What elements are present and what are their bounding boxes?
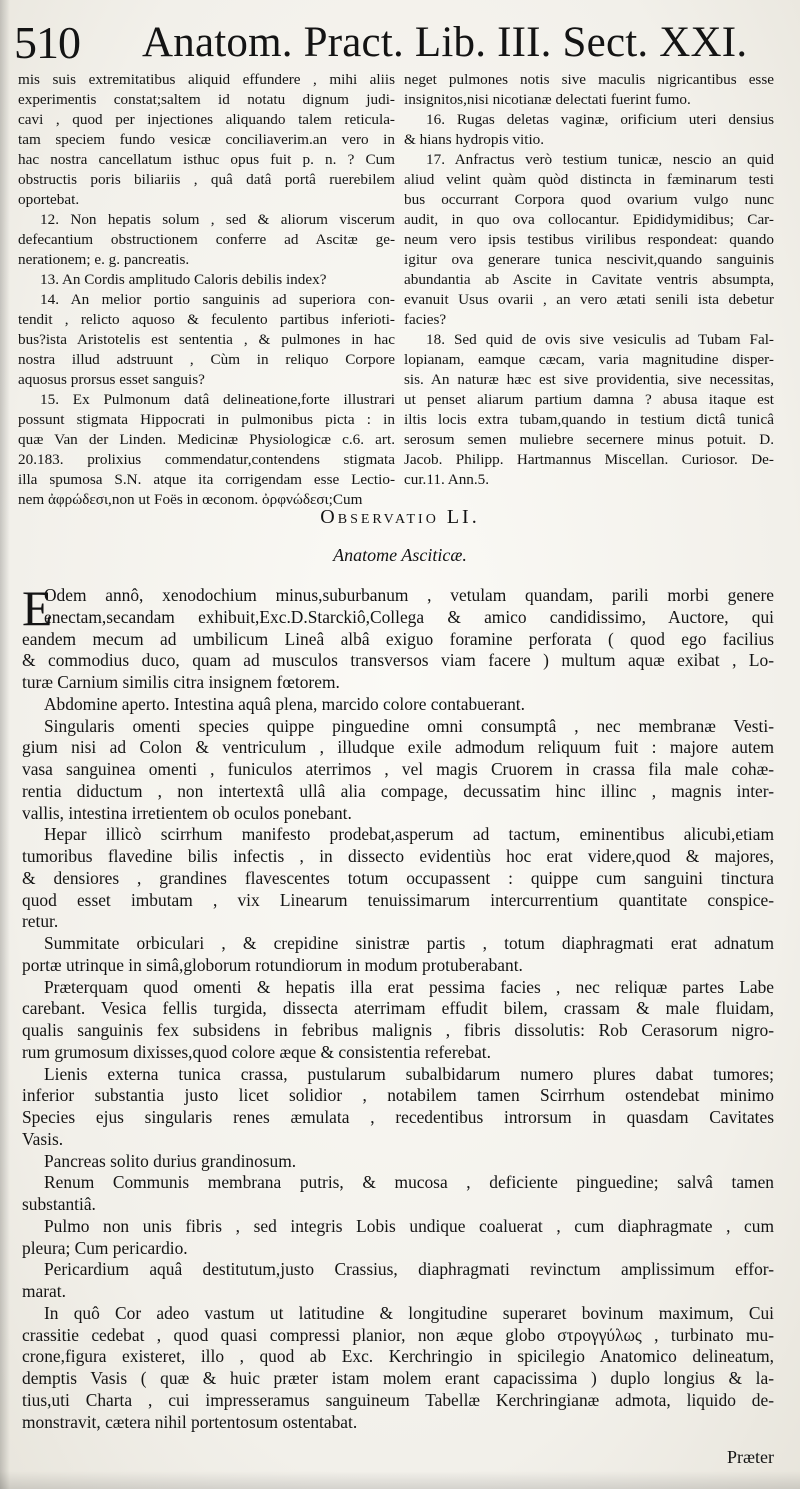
text-line: Odem annô, xenodochium minus,suburbanum , vetulam quandam, parili morbi genere <box>44 585 774 605</box>
text-line: & commodius duco, quam ad musculos transversos viam facere ) multum aquæ exibat , Lo- <box>22 650 774 671</box>
text-line: 14. An melior portio sanguinis ad superiora con- <box>40 291 395 308</box>
text-line: abundantia ab Ascite in Cavitate ventris absumpta, <box>404 271 774 288</box>
text-line: nostra illud adstruunt , Cùm in reliquo Corpore <box>18 351 395 368</box>
text-line: Pancreas solito durius grandinosum. <box>44 1150 297 1171</box>
text-line: neum vero ipsis testibus virilibus respondeat: quando <box>404 231 774 248</box>
text-line: vallis, intestina irretientem ob oculos ponebant. <box>22 802 352 823</box>
text-line: cur.11. Ann.5. <box>404 471 490 488</box>
text-line: mis suis extremitatibus aliquid effundere , mihi aliis <box>18 71 395 88</box>
text-line: Jacob. Philipp. Hartmannus Miscellan. Curiosor. De- <box>404 451 774 468</box>
text-line: Renum Communis membrana putris, & mucosa , deficiente pinguedine; salvâ tamen <box>44 1172 774 1193</box>
text-line: audit, in quo ova collocantur. Epididymidibus; Car- <box>404 211 774 228</box>
text-line: obstructis poris biliariis , quâ datâ portâ ruerebilem <box>18 171 395 188</box>
text-line: sis. An naturæ hæc est sive providentia, sive necessitas, <box>404 371 774 388</box>
text-line: Vasis. <box>22 1128 64 1149</box>
text-line: gium nisi ad Colon & ventriculum , illudque exile admodum reliquum fuit : majore autem <box>22 737 774 758</box>
text-line: serosum semen muliebre secernere minus potuit. D. <box>404 431 774 448</box>
text-line: 15. Ex Pulmonum datâ delineatione,forte illustrari <box>40 391 395 408</box>
page-number: 510 <box>14 17 80 68</box>
text-line: vasa sanguinea omenti , funiculos aterrimos , vel magis Cruorem in crassa fila male cohæ- <box>22 759 774 779</box>
text-line: experimentis constat;saltem id notatu dignum judi- <box>18 91 395 108</box>
text-line: Lienis externa tunica crassa, pustularum subalbidarum numero plures dabat tumores; <box>44 1063 774 1084</box>
text-line: lopianam, eamque cæcam, varia magnitudine disper- <box>404 351 774 368</box>
drop-cap: E <box>22 580 53 636</box>
text-line: quod esset imbutam , vix Linearum tenuissimarum intercurrentium quantitate conspice- <box>22 889 774 910</box>
text-line: tendit , relicto aquoso & feculento partibus inferioti- <box>18 311 395 328</box>
text-line: aliud velint quàm quòd distincta in fæminarum testi <box>404 171 774 188</box>
text-line: rum grumosum dixisses,quod colore æque & consistentia referebat. <box>22 1041 491 1062</box>
page-gutter-shadow <box>0 0 10 1489</box>
text-line: oportebat. <box>18 191 80 208</box>
text-line: Pulmo non unis fibris , sed integris Lobis undique coaluerat , cum diaphragmate , cum <box>44 1215 774 1236</box>
text-line: Hepar illicò scirrhum manifesto prodebat,asperum ad tactum, eminentibus alicubi,etiam <box>44 824 774 845</box>
text-line: defecantium obstructionem conferre ad Ascitæ ge- <box>18 231 395 248</box>
text-line: insignitos,nisi nicotianæ delectati fuerint fumo. <box>404 91 691 108</box>
left-column <box>18 70 395 510</box>
text-line: pleura; Cum pericardio. <box>22 1237 188 1258</box>
text-line: facies? <box>404 311 447 328</box>
text-line: ut penset aliarum partium damna ? abusa itaque est <box>404 391 774 408</box>
text-line: crassitie cedebat , quod quasi compressi planior, non æque globo στρογγύλως , turbinato mu- <box>22 1324 774 1345</box>
text-line: 12. Non hepatis solum , sed & aliorum viscerum <box>40 211 395 228</box>
text-line: inferior substantia justo licet solidior , notabilem tamen Scirrhum ostendebat minimo <box>22 1085 774 1106</box>
page-bottom-shadow <box>0 1471 800 1489</box>
text-line: rentia diductum , non intertextâ ullâ alia compage, decussatim hinc illinc , magnis inter- <box>22 780 774 801</box>
text-line: illa spumosa S.N. atque ita corrigendam esse Lectio- <box>18 471 395 488</box>
text-line: iltis locis extra tubam,quando in testium dictâ tunicâ <box>404 411 774 428</box>
catchword: Præter <box>727 1447 774 1467</box>
text-line: qualis sanguinis fex subsidens in febribus malignis , fibris dissolutis: Rob Cerasorum nigro- <box>22 1020 774 1040</box>
text-line: In quô Cor adeo vastum ut latitudine & longitudine superaret bovinum maximum, Cui <box>44 1302 774 1323</box>
observation-body <box>22 580 774 1433</box>
text-line: quæ Van der Linden. Medicinæ Physiologicæ c.6. art. <box>18 431 395 448</box>
text-line: enectam,secandam exhibuit,Exc.D.Starckiô,Collega & amico candidissimo, Auctore, qui <box>44 606 774 627</box>
text-line: 17. Anfractus verò testium tunicæ, nescio an quid <box>426 151 774 168</box>
running-head <box>14 16 750 70</box>
text-line: 16. Rugas deletas vaginæ, orificium uteri densius <box>426 111 774 128</box>
right-column <box>404 70 774 490</box>
text-line: tius,uti Charta , cui impresseramus sanguineum Tabellæ Kerchringianæ admota, liquido de- <box>22 1389 774 1410</box>
text-line: tumoribus flavedine bilis infectis , in dissecto evidentiùs hoc erat videre,quod & majores, <box>22 846 774 866</box>
text-line: nerationem; e. g. pancreatis. <box>18 251 190 268</box>
text-line: Pericardium aquâ destitutum,justo Crassius, diaphragmati revinctum amplissimum effor- <box>44 1259 774 1280</box>
text-line: 20.183. prolixius commendatur,contendens stigmata <box>18 451 395 468</box>
text-line: marat. <box>22 1281 66 1301</box>
text-line: bus occurrant Corpora quod ovarium vulgo nunc <box>404 191 774 208</box>
text-line: Singularis omenti species quippe pinguedine omni consumptâ , nec membranæ Vesti- <box>44 715 774 736</box>
text-line: crone,figura existeret, illo , quod ab Exc. Kerchringio in spicilegio Anatomico delineatum, <box>22 1346 774 1367</box>
text-line: & hians hydropis vitio. <box>404 131 545 148</box>
text-line: Præterquam quod omenti & hepatis illa erat pessima facies , nec reliquæ partes Labe <box>44 976 774 997</box>
text-line: bus?ista Aristotelis est sententia , & pulmones in hac <box>18 331 395 348</box>
text-line: substantiâ. <box>22 1194 96 1214</box>
text-line: hac nostra cancellatum isthuc opus fuit p. n. ? Cum <box>18 151 395 168</box>
text-line: 18. Sed quid de ovis sive vesiculis ad Tubam Fal- <box>426 331 774 348</box>
text-line: nem ἀφρώδεσι,non ut Foës in œconom. ὀρφνώδεσι;Cum <box>18 491 363 508</box>
text-line: Abdomine aperto. Intestina aquâ plena, marcido colore contabuerant. <box>44 693 525 714</box>
text-line: & densiores , grandines flavescentes totum occupassent : quippe cum sanguini tinctura <box>22 867 774 888</box>
text-line: possunt stigmata Hippocrati in pulmonibus picta : in <box>18 411 395 428</box>
text-line: Summitate orbiculari , & crepidine sinistræ partis , totum diaphragmati erat adnatum <box>44 933 774 953</box>
text-line: igitur ova generare tunica nescivit,quando sanguinis <box>404 251 774 268</box>
text-line: retur. <box>22 911 59 932</box>
observation-subtitle: Anatome Asciticæ. <box>333 545 467 565</box>
text-line: eandem mecum ad umbilicum Lineâ albâ exiguo foramine perforata ( quod ego facilius <box>22 628 774 649</box>
running-title: Anatom. Pract. Lib. III. Sect. XXI. <box>142 19 748 66</box>
text-line: monstravit, cætera nihil portentosum ostentabat. <box>22 1411 358 1432</box>
text-line: evanuit Usus ovarii , an vero ætati senili ista debetur <box>404 291 774 308</box>
text-line: tam speciem fundo vesicæ conciliaverim.an vero in <box>18 131 395 148</box>
text-line: Species ejus singularis renes æmulata , recedentibus introrsum in quasdam Cavitates <box>22 1107 774 1127</box>
text-line: demptis Vasis ( quæ & huic præter istam molem erant capacissima ) duplo longius & la- <box>22 1368 774 1388</box>
text-line: 13. An Cordis amplitudo Caloris debilis index? <box>40 271 327 288</box>
text-line: portæ utrinque in simâ,globorum rotundiorum in modum protuberabant. <box>22 954 523 975</box>
text-line: turæ Carnium similis citra insignem fœtorem. <box>22 672 340 692</box>
text-line: carebant. Vesica fellis turgida, dissecta aterrimam effudit bilem, crassam & male fluidam, <box>22 998 774 1019</box>
text-line: neget pulmones notis sive maculis nigricantibus esse <box>404 71 774 88</box>
observation-heading: Observatio LI. <box>320 506 480 528</box>
text-line: aquosus prorsus esset sanguis? <box>18 371 205 388</box>
text-line: cavi , quod per injectiones aliquando talem reticula- <box>18 111 395 128</box>
